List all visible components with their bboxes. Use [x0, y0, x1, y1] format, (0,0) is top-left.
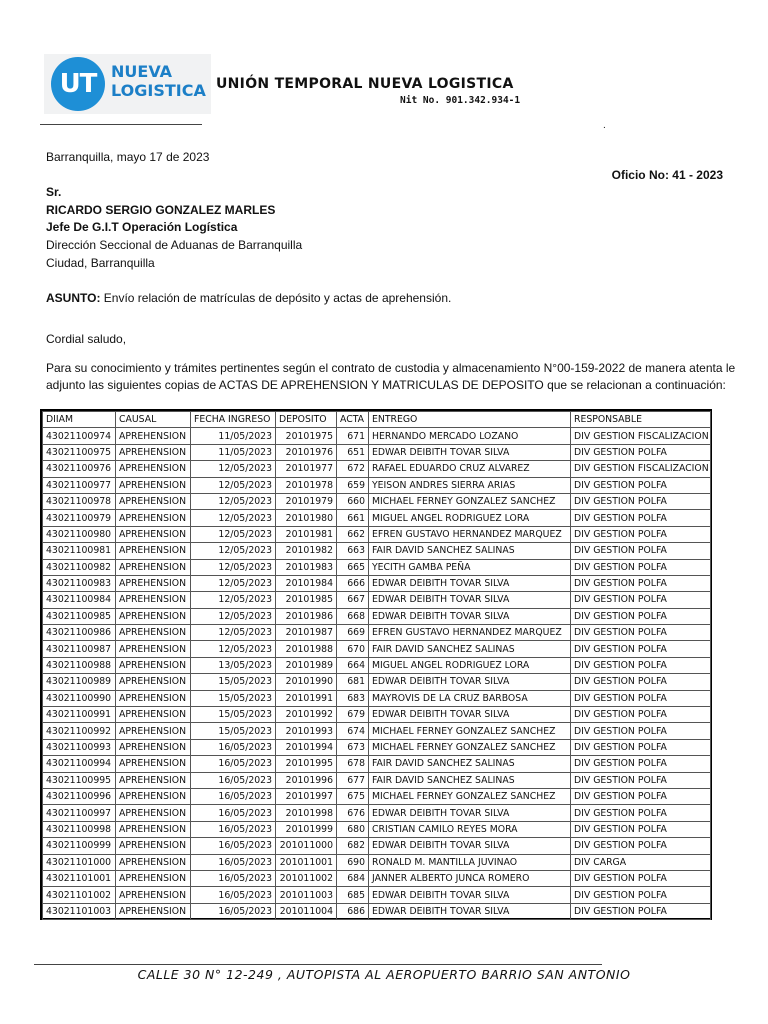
table-cell: 43021101001 [43, 870, 116, 886]
table-cell: 43021100977 [43, 477, 116, 493]
table-cell: EDWAR DEIBITH TOVAR SILVA [369, 838, 571, 854]
table-cell: 12/05/2023 [191, 461, 276, 477]
table-cell: 43021100979 [43, 510, 116, 526]
table-cell: 43021100987 [43, 641, 116, 657]
company-name: UNIÓN TEMPORAL NUEVA LOGISTICA [216, 76, 514, 92]
column-header: DEPOSITO [276, 412, 337, 428]
table-cell: 16/05/2023 [191, 739, 276, 755]
table-cell: APREHENSION [116, 674, 191, 690]
table-cell: 43021100982 [43, 559, 116, 575]
table-row [43, 428, 711, 444]
table-cell: FAIR DAVID SANCHEZ SALINAS [369, 756, 571, 772]
table-cell: 20101988 [276, 641, 337, 657]
table-cell: DIV GESTION POLFA [571, 493, 711, 509]
table-cell: 20101975 [276, 428, 337, 444]
table-header-row [43, 412, 711, 428]
table-cell: APREHENSION [116, 592, 191, 608]
table-cell: 669 [337, 625, 369, 641]
table-cell: 15/05/2023 [191, 674, 276, 690]
table-cell: 43021100996 [43, 788, 116, 804]
logo-line-1: NUEVA [111, 62, 172, 81]
table-cell: 16/05/2023 [191, 870, 276, 886]
column-header: DIIAM [43, 412, 116, 428]
table-cell: 11/05/2023 [191, 428, 276, 444]
table-cell: 16/05/2023 [191, 903, 276, 919]
table-cell: MICHAEL FERNEY GONZALEZ SANCHEZ [369, 723, 571, 739]
table-row [43, 526, 711, 542]
table-cell: DIV GESTION POLFA [571, 510, 711, 526]
table-cell: 43021100984 [43, 592, 116, 608]
table-cell: EDWAR DEIBITH TOVAR SILVA [369, 805, 571, 821]
table-cell: 12/05/2023 [191, 493, 276, 509]
table-row [43, 543, 711, 559]
table-cell: 20101982 [276, 543, 337, 559]
column-header: ACTA [337, 412, 369, 428]
table-cell: DIV GESTION POLFA [571, 756, 711, 772]
table-cell: 12/05/2023 [191, 543, 276, 559]
table-row [43, 903, 711, 919]
table-cell: 12/05/2023 [191, 592, 276, 608]
header-divider [40, 124, 202, 125]
table-cell: 16/05/2023 [191, 788, 276, 804]
table-cell: 20101989 [276, 657, 337, 673]
table-cell: 684 [337, 870, 369, 886]
table-cell: 659 [337, 477, 369, 493]
table-cell: 683 [337, 690, 369, 706]
table-cell: 43021100976 [43, 461, 116, 477]
table-cell: JANNER ALBERTO JUNCA ROMERO [369, 870, 571, 886]
table-cell: 15/05/2023 [191, 690, 276, 706]
table-cell: 20101992 [276, 707, 337, 723]
table-row [43, 756, 711, 772]
table-cell: APREHENSION [116, 575, 191, 591]
table-cell: 12/05/2023 [191, 559, 276, 575]
table-cell: 20101980 [276, 510, 337, 526]
column-header: ENTREGO [369, 412, 571, 428]
table-cell: 12/05/2023 [191, 510, 276, 526]
table-cell: 43021100994 [43, 756, 116, 772]
table-cell: EFREN GUSTAVO HERNANDEZ MARQUEZ [369, 625, 571, 641]
table-row [43, 575, 711, 591]
table-cell: DIV GESTION POLFA [571, 444, 711, 460]
table-cell: APREHENSION [116, 870, 191, 886]
table-cell: APREHENSION [116, 428, 191, 444]
table-cell: 20101985 [276, 592, 337, 608]
table-cell: APREHENSION [116, 838, 191, 854]
table-cell: RONALD M. MANTILLA JUVINAO [369, 854, 571, 870]
table-cell: 673 [337, 739, 369, 755]
table-cell: APREHENSION [116, 805, 191, 821]
table-row [43, 625, 711, 641]
table-row [43, 805, 711, 821]
table-cell: 20101978 [276, 477, 337, 493]
table-cell: 43021100986 [43, 625, 116, 641]
body-line-2: adjunto las siguientes copias de ACTAS DE APREHENSION Y MATRICULAS DE DEPOSITO que se relacionan a continuación: [46, 378, 726, 392]
table-cell: 20101998 [276, 805, 337, 821]
greeting: Cordial saludo, [46, 332, 127, 346]
table-cell: APREHENSION [116, 510, 191, 526]
table-row [43, 510, 711, 526]
table-cell: 20101986 [276, 608, 337, 624]
table-cell: HERNANDO MERCADO LOZANO [369, 428, 571, 444]
table-cell: YEISON ANDRES SIERRA ARIAS [369, 477, 571, 493]
table-cell: 43021100983 [43, 575, 116, 591]
table-cell: 16/05/2023 [191, 854, 276, 870]
table-cell: DIV GESTION FISCALIZACION [571, 428, 711, 444]
table-cell: 43021101002 [43, 887, 116, 903]
table-cell: 666 [337, 575, 369, 591]
table-cell: APREHENSION [116, 690, 191, 706]
column-header: FECHA INGRESO [191, 412, 276, 428]
table-cell: DIV GESTION POLFA [571, 772, 711, 788]
table-cell: FAIR DAVID SANCHEZ SALINAS [369, 641, 571, 657]
table-row [43, 657, 711, 673]
deposit-table [40, 409, 712, 920]
logo-line-2: LOGISTICA [111, 81, 206, 100]
table-cell: 43021100988 [43, 657, 116, 673]
table-row [43, 739, 711, 755]
table-cell: 20101987 [276, 625, 337, 641]
table-cell: DIV GESTION POLFA [571, 821, 711, 837]
table-cell: MAYROVIS DE LA CRUZ BARBOSA [369, 690, 571, 706]
table-cell: 201011002 [276, 870, 337, 886]
table-cell: EDWAR DEIBITH TOVAR SILVA [369, 903, 571, 919]
table-cell: 20101990 [276, 674, 337, 690]
table-cell: APREHENSION [116, 444, 191, 460]
table-cell: 16/05/2023 [191, 756, 276, 772]
table-row [43, 592, 711, 608]
table-cell: APREHENSION [116, 559, 191, 575]
table-cell: EDWAR DEIBITH TOVAR SILVA [369, 608, 571, 624]
table-cell: 43021100997 [43, 805, 116, 821]
table-cell: 13/05/2023 [191, 657, 276, 673]
table-row [43, 788, 711, 804]
table-cell: 670 [337, 641, 369, 657]
table-cell: 43021100989 [43, 674, 116, 690]
table-cell: 20101993 [276, 723, 337, 739]
table-cell: APREHENSION [116, 707, 191, 723]
table-cell: APREHENSION [116, 788, 191, 804]
table-cell: FAIR DAVID SANCHEZ SALINAS [369, 772, 571, 788]
table-cell: 20101983 [276, 559, 337, 575]
table-cell: DIV GESTION POLFA [571, 887, 711, 903]
table-row [43, 707, 711, 723]
table-cell: 676 [337, 805, 369, 821]
table-cell: 20101995 [276, 756, 337, 772]
table-cell: APREHENSION [116, 756, 191, 772]
logo-mark: UT [51, 57, 105, 111]
table-cell: 667 [337, 592, 369, 608]
table-cell: EDWAR DEIBITH TOVAR SILVA [369, 575, 571, 591]
table-cell: 43021101003 [43, 903, 116, 919]
footer-divider [34, 964, 602, 965]
table-cell: EDWAR DEIBITH TOVAR SILVA [369, 592, 571, 608]
table-cell: 665 [337, 559, 369, 575]
table-cell: 20101994 [276, 739, 337, 755]
salutation-prefix: Sr. [46, 185, 62, 199]
table-cell: 43021100990 [43, 690, 116, 706]
place-date: Barranquilla, mayo 17 de 2023 [46, 150, 210, 164]
table-cell: 12/05/2023 [191, 575, 276, 591]
table-cell: 674 [337, 723, 369, 739]
table-cell: YECITH GAMBA PEÑA [369, 559, 571, 575]
column-header: RESPONSABLE [571, 412, 711, 428]
table-row [43, 444, 711, 460]
subject-label: ASUNTO: [46, 291, 101, 305]
table-cell: 12/05/2023 [191, 608, 276, 624]
column-header: CAUSAL [116, 412, 191, 428]
table-cell: APREHENSION [116, 493, 191, 509]
table-cell: APREHENSION [116, 543, 191, 559]
table-row [43, 493, 711, 509]
table-cell: 678 [337, 756, 369, 772]
table-cell: DIV GESTION POLFA [571, 690, 711, 706]
table-cell: 43021100999 [43, 838, 116, 854]
table-cell: DIV GESTION POLFA [571, 641, 711, 657]
table-cell: DIV GESTION POLFA [571, 788, 711, 804]
table-cell: 671 [337, 428, 369, 444]
table-cell: 672 [337, 461, 369, 477]
table-cell: 43021100981 [43, 543, 116, 559]
table-cell: 16/05/2023 [191, 805, 276, 821]
recipient-city: Ciudad, Barranquilla [46, 256, 155, 270]
table-cell: APREHENSION [116, 903, 191, 919]
table-cell: 12/05/2023 [191, 477, 276, 493]
table-row [43, 641, 711, 657]
table-cell: 660 [337, 493, 369, 509]
table-cell: 201011003 [276, 887, 337, 903]
table-cell: 15/05/2023 [191, 723, 276, 739]
footer-address: CALLE 30 N° 12-249 , AUTOPISTA AL AEROPUERTO BARRIO SAN ANTONIO [137, 967, 631, 982]
logo-text [111, 62, 206, 100]
table-cell: CRISTIAN CAMILO REYES MORA [369, 821, 571, 837]
table-cell: 20101996 [276, 772, 337, 788]
table-cell: 43021100978 [43, 493, 116, 509]
table-cell: APREHENSION [116, 608, 191, 624]
table-cell: DIV GESTION POLFA [571, 543, 711, 559]
table-cell: APREHENSION [116, 657, 191, 673]
table-cell: 43021100993 [43, 739, 116, 755]
table-cell: 16/05/2023 [191, 772, 276, 788]
table-cell: DIV GESTION POLFA [571, 870, 711, 886]
table-cell: DIV GESTION POLFA [571, 707, 711, 723]
table-row [43, 559, 711, 575]
table-cell: 12/05/2023 [191, 641, 276, 657]
table-cell: 43021100980 [43, 526, 116, 542]
table-cell: 43021100975 [43, 444, 116, 460]
table-cell: 663 [337, 543, 369, 559]
table-cell: DIV GESTION POLFA [571, 575, 711, 591]
table-cell: 651 [337, 444, 369, 460]
table-cell: 20101976 [276, 444, 337, 460]
table-cell: APREHENSION [116, 887, 191, 903]
table-cell: DIV GESTION FISCALIZACION [571, 461, 711, 477]
table-cell: APREHENSION [116, 461, 191, 477]
table-cell: EDWAR DEIBITH TOVAR SILVA [369, 707, 571, 723]
table-row [43, 461, 711, 477]
table-cell: DIV GESTION POLFA [571, 526, 711, 542]
table-cell: 16/05/2023 [191, 821, 276, 837]
recipient-name: RICARDO SERGIO GONZALEZ MARLES [46, 203, 276, 217]
table-cell: 12/05/2023 [191, 625, 276, 641]
table-row [43, 838, 711, 854]
table-row [43, 608, 711, 624]
table-cell: 661 [337, 510, 369, 526]
table-cell: 677 [337, 772, 369, 788]
table-row [43, 772, 711, 788]
table-cell: 682 [337, 838, 369, 854]
table-row [43, 477, 711, 493]
table-cell: 201011000 [276, 838, 337, 854]
table-cell: 690 [337, 854, 369, 870]
table-cell: APREHENSION [116, 723, 191, 739]
table-cell: APREHENSION [116, 477, 191, 493]
recipient-role: Jefe De G.I.T Operación Logística [46, 220, 238, 234]
table-cell: 685 [337, 887, 369, 903]
table-row [43, 854, 711, 870]
table-cell: APREHENSION [116, 854, 191, 870]
table-cell: 662 [337, 526, 369, 542]
table-cell: 201011004 [276, 903, 337, 919]
subject-text: Envío relación de matrículas de depósito y actas de aprehensión. [100, 291, 452, 305]
table-cell: MICHAEL FERNEY GONZALEZ SANCHEZ [369, 739, 571, 755]
table-cell: 11/05/2023 [191, 444, 276, 460]
table-cell: 43021100995 [43, 772, 116, 788]
table-cell: 680 [337, 821, 369, 837]
table-cell: APREHENSION [116, 526, 191, 542]
table-cell: 201011001 [276, 854, 337, 870]
table-cell: DIV GESTION POLFA [571, 739, 711, 755]
table-cell: APREHENSION [116, 625, 191, 641]
table-cell: RAFAEL EDUARDO CRUZ ALVAREZ [369, 461, 571, 477]
table-cell: 43021100985 [43, 608, 116, 624]
table-cell: 664 [337, 657, 369, 673]
table-cell: 20101977 [276, 461, 337, 477]
table-cell: APREHENSION [116, 821, 191, 837]
table-cell: EFREN GUSTAVO HERNANDEZ MARQUEZ [369, 526, 571, 542]
table-cell: 20101984 [276, 575, 337, 591]
table-row [43, 723, 711, 739]
table-cell: 679 [337, 707, 369, 723]
table-cell: DIV GESTION POLFA [571, 903, 711, 919]
table-cell: 15/05/2023 [191, 707, 276, 723]
table-cell: 43021100992 [43, 723, 116, 739]
table-cell: DIV GESTION POLFA [571, 477, 711, 493]
table-cell: 20101981 [276, 526, 337, 542]
nit-number: Nit No. 901.342.934-1 [400, 95, 521, 106]
table-row [43, 674, 711, 690]
table-cell: 43021101000 [43, 854, 116, 870]
table-cell: 668 [337, 608, 369, 624]
table-cell: 686 [337, 903, 369, 919]
table-cell: EDWAR DEIBITH TOVAR SILVA [369, 887, 571, 903]
table-cell: DIV GESTION POLFA [571, 805, 711, 821]
table-cell: EDWAR DEIBITH TOVAR SILVA [369, 674, 571, 690]
table-row [43, 690, 711, 706]
table-cell: 12/05/2023 [191, 526, 276, 542]
table-cell: 16/05/2023 [191, 838, 276, 854]
table-cell: 20101999 [276, 821, 337, 837]
recipient-org: Dirección Seccional de Aduanas de Barranquilla [46, 238, 303, 252]
table-cell: APREHENSION [116, 641, 191, 657]
table-cell: 43021100991 [43, 707, 116, 723]
table-cell: 20101979 [276, 493, 337, 509]
table-cell: MIGUEL ANGEL RODRIGUEZ LORA [369, 657, 571, 673]
table-cell: APREHENSION [116, 739, 191, 755]
table-cell: DIV GESTION POLFA [571, 592, 711, 608]
table-cell: FAIR DAVID SANCHEZ SALINAS [369, 543, 571, 559]
body-line-1: Para su conocimiento y trámites pertinentes según el contrato de custodia y almacenamiento N°00-159-2022 de manera atenta le [46, 361, 736, 375]
subject-line [46, 290, 451, 307]
table-cell: DIV GESTION POLFA [571, 559, 711, 575]
table-cell: MICHAEL FERNEY GONZALEZ SANCHEZ [369, 788, 571, 804]
table-cell: 43021100998 [43, 821, 116, 837]
table-cell: APREHENSION [116, 772, 191, 788]
table-cell: DIV GESTION POLFA [571, 625, 711, 641]
oficio-number: Oficio No: 41 - 2023 [611, 168, 723, 182]
table-row [43, 870, 711, 886]
header-dot: . [603, 120, 606, 131]
table-cell: MICHAEL FERNEY GONZALEZ SANCHEZ [369, 493, 571, 509]
table-cell: 43021100974 [43, 428, 116, 444]
table-row [43, 887, 711, 903]
company-logo [44, 54, 211, 114]
table-cell: MIGUEL ANGEL RODRIGUEZ LORA [369, 510, 571, 526]
table-cell: DIV GESTION POLFA [571, 608, 711, 624]
table-cell: DIV GESTION POLFA [571, 674, 711, 690]
table-cell: 20101991 [276, 690, 337, 706]
table-cell: DIV GESTION POLFA [571, 723, 711, 739]
table-cell: DIV GESTION POLFA [571, 657, 711, 673]
table-cell: 16/05/2023 [191, 887, 276, 903]
table-cell: 20101997 [276, 788, 337, 804]
table-cell: EDWAR DEIBITH TOVAR SILVA [369, 444, 571, 460]
table-cell: DIV GESTION POLFA [571, 838, 711, 854]
table-row [43, 821, 711, 837]
table-cell: 675 [337, 788, 369, 804]
table-cell: 681 [337, 674, 369, 690]
table-cell: DIV CARGA [571, 854, 711, 870]
